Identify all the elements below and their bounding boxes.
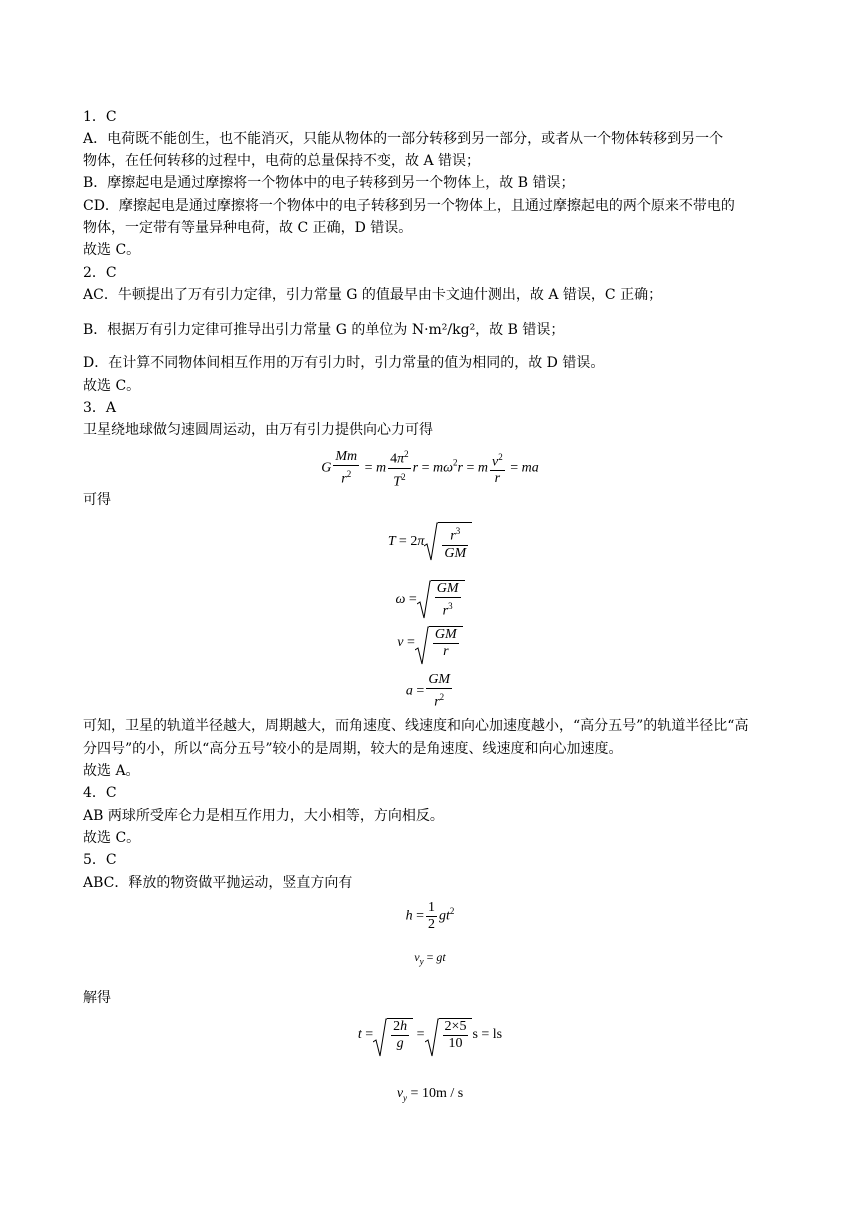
text-line: ABC．释放的物资做平抛运动，竖直方向有 [83,875,353,891]
answer-3-heading: 3．A [83,400,117,416]
answer-4-heading: 4．C [83,785,117,801]
equation-linear-velocity: v = $\frac{GM}{r}$ [0,626,860,660]
text-line: 卫星绕地球做匀速圆周运动，由万有引力提供向心力可得 [83,422,433,438]
text-line: 物体，一定带有等量异种电荷，故 C 正确，D 错误。 [83,220,413,236]
text-line: D．在计算不同物体间相互作用的万有引力时，引力常量的值为相同的，故 D 错误。 [83,355,605,371]
equation-vy-result: $v_y = 10m / s$ [396,1086,464,1103]
equation-time-result: t = $\frac{2h}{g}$ = $\frac{2\times 5}{10}$ s = ls [0,1018,860,1052]
text-line: 故选 C。 [83,378,141,394]
equation-angular-velocity: ω = $\frac{GM}{r^3}$ [0,580,860,620]
text-line: 故选 C。 [83,242,141,258]
text-line: 解得 [83,990,111,1006]
text-line: A．电荷既不能创生，也不能消灭，只能从物体的一部分转移到另一部分，或者从一个物体转移到另一个 [83,131,724,147]
text-line: AC．牛顿提出了万有引力定律，引力常量 G 的值最早由卡文迪什测出，故 A 错误，C 正确； [83,287,663,303]
text-line: AB 两球所受库仑力是相互作用力，大小相等，方向相反。 [83,808,444,824]
text-line: 可知，卫星的轨道半径越大，周期越大，而角速度、线速度和向心加速度越小，“高分五号”的轨道半径比“高 [83,718,749,734]
text-line: B．根据万有引力定律可推导出引力常量 G 的单位为 N·m²/kg²，故 B 错误； [83,322,565,338]
equation-period: T = 2π $\frac{r^3}{GM}$ [0,522,860,562]
answer-2-heading: 2．C [83,265,117,281]
text-line: 分四号”的小，所以“高分五号”较小的是周期，较大的是角速度、线速度和向心加速度。 [83,741,623,757]
equation-vertical-velocity: $v_y$ = gt [414,950,446,967]
text-line: CD．摩擦起电是通过摩擦将一个物体中的电子转移到另一个物体上，且通过摩擦起电的两个原来不带电的 [83,198,735,214]
text-line: 故选 C。 [83,830,141,846]
text-line: B．摩擦起电是通过摩擦将一个物体中的电子转移到另一个物体上，故 B 错误； [83,175,575,191]
answer-1-heading: 1．C [83,109,117,125]
answer-5-heading: 5．C [83,852,117,868]
equation-gravity-centripetal: G $\frac{Mm}{r^2}$ = m $\frac{4\pi^2}{T^2}$ $r = m\omega^2r = m$ $\frac{v^2}{r}$ = ma [0,446,860,490]
equation-height: h = $\frac{1}{2}$ $gt^2$ [405,900,455,932]
text-line: 故选 A。 [83,763,140,779]
text-line: 可得 [83,492,111,508]
equation-acceleration: a = $\frac{GM}{r^2}$ [405,672,451,710]
text-line: 物体，在任何转移的过程中，电荷的总量保持不变，故 A 错误； [83,153,481,169]
